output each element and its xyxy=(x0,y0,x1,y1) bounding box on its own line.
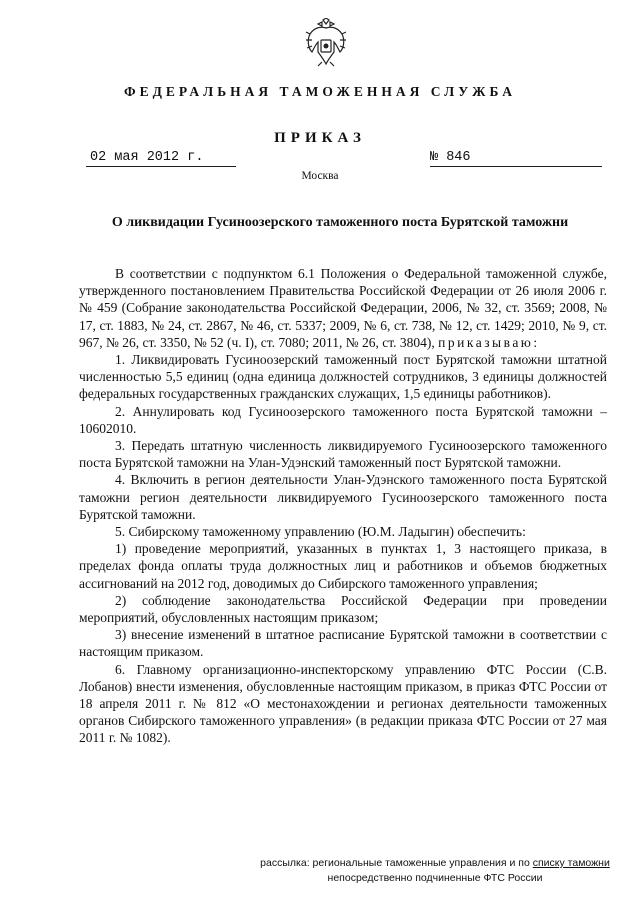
document-title: О ликвидации Гусиноозерского таможенного поста Бурятской таможни xyxy=(111,215,569,230)
item-paragraph: 3. Передать штатную численность ликвидируемого Гусиноозерского таможенного поста Бурятской таможни на Улан-Удэнский таможенный пост Бурятской таможни. xyxy=(79,438,607,471)
item-paragraph: 4. Включить в регион деятельности Улан-Удэнского таможенного поста Бурятской таможни регион деятельности ликвидируемого Гусиноозерского таможенного поста Бурятской таможни. xyxy=(79,472,607,522)
subitem-paragraph: 3) внесение изменений в штатное расписание Бурятской таможни в соответствии с настоящим приказом. xyxy=(79,627,607,660)
distribution-line-1 xyxy=(230,856,640,871)
city: Москва xyxy=(301,170,339,182)
command-word: приказываю: xyxy=(438,334,540,350)
subitem-paragraph: 1) проведение мероприятий, указанных в пунктах 1, 3 настоящего приказа, в пределах фонда оплаты труда должностных лиц и работников и объемов бюджетных ассигнований на 2012 год, доводимых до Сибирского таможенного управления; xyxy=(79,541,607,591)
agency-name: ФЕДЕРАЛЬНАЯ ТАМОЖЕННАЯ СЛУЖБА xyxy=(124,84,516,99)
distribution-prefix: рассылка: региональные таможенные управления и по xyxy=(260,857,530,869)
item-paragraph: 2. Аннулировать код Гусиноозерского таможенного поста Бурятской таможни – 10602010. xyxy=(79,403,607,436)
distribution-line-2: непосредственно подчиненные ФТС России xyxy=(327,872,543,884)
item-paragraph: 1. Ликвидировать Гусиноозерский таможенный пост Бурятской таможни штатной численностью 5,5 единиц (одна единица должностей сотрудников, 3 единицы должностей федеральных государственных гражданских служащих, 1,5 единицы работников). xyxy=(79,352,607,402)
distribution-list-link[interactable]: списку таможни xyxy=(532,857,610,869)
distribution-footer xyxy=(230,856,640,886)
item-paragraph: 6. Главному организационно-инспекторскому управлению ФТС России (С.В. Лобанов) внести изменения, обусловленные настоящим приказом, в приказ ФТС России от 18 апреля 2011 г. № 812 «О местонахождении и регионах деятельности таможенных органов Сибирского таможенного управления» (в редакции приказа ФТС России от 27 мая 2011 г. № 1082). xyxy=(79,661,607,746)
intro-text: В соответствии с подпунктом 6.1 Положения о Федеральной таможенной службе, утвержденного постановлением Правительства Российской Федерации от 26 июля 2006 г. № 459 (Собрание законодательства Российской Федерации, 2006, № 32, ст. 3569; 2008, № 17, ст. 1883, № 24, ст. 2867, № 46, ст. 5337; 2009, № 6, ст. 738, № 12, ст. 1429; 2010, № 9, ст. 967, № 26, ст. 3350, № 52 (ч. I), ст. 7080; 2011, № 26, ст. 3804), xyxy=(79,266,607,350)
coat-of-arms-emblem xyxy=(304,18,348,68)
item-paragraph: 5. Сибирскому таможенному управлению (Ю.М. Ладыгин) обеспечить: xyxy=(115,524,526,540)
intro-paragraph xyxy=(79,265,607,351)
subitem-paragraph: 2) соблюдение законодательства Российской Федерации при проведении мероприятий, обусловленных настоящим приказом; xyxy=(79,592,607,626)
document-body xyxy=(79,265,607,747)
document-type: ПРИКАЗ xyxy=(274,130,366,146)
order-number: № 846 xyxy=(430,150,602,167)
order-date: 02 мая 2012 г. xyxy=(86,150,236,167)
